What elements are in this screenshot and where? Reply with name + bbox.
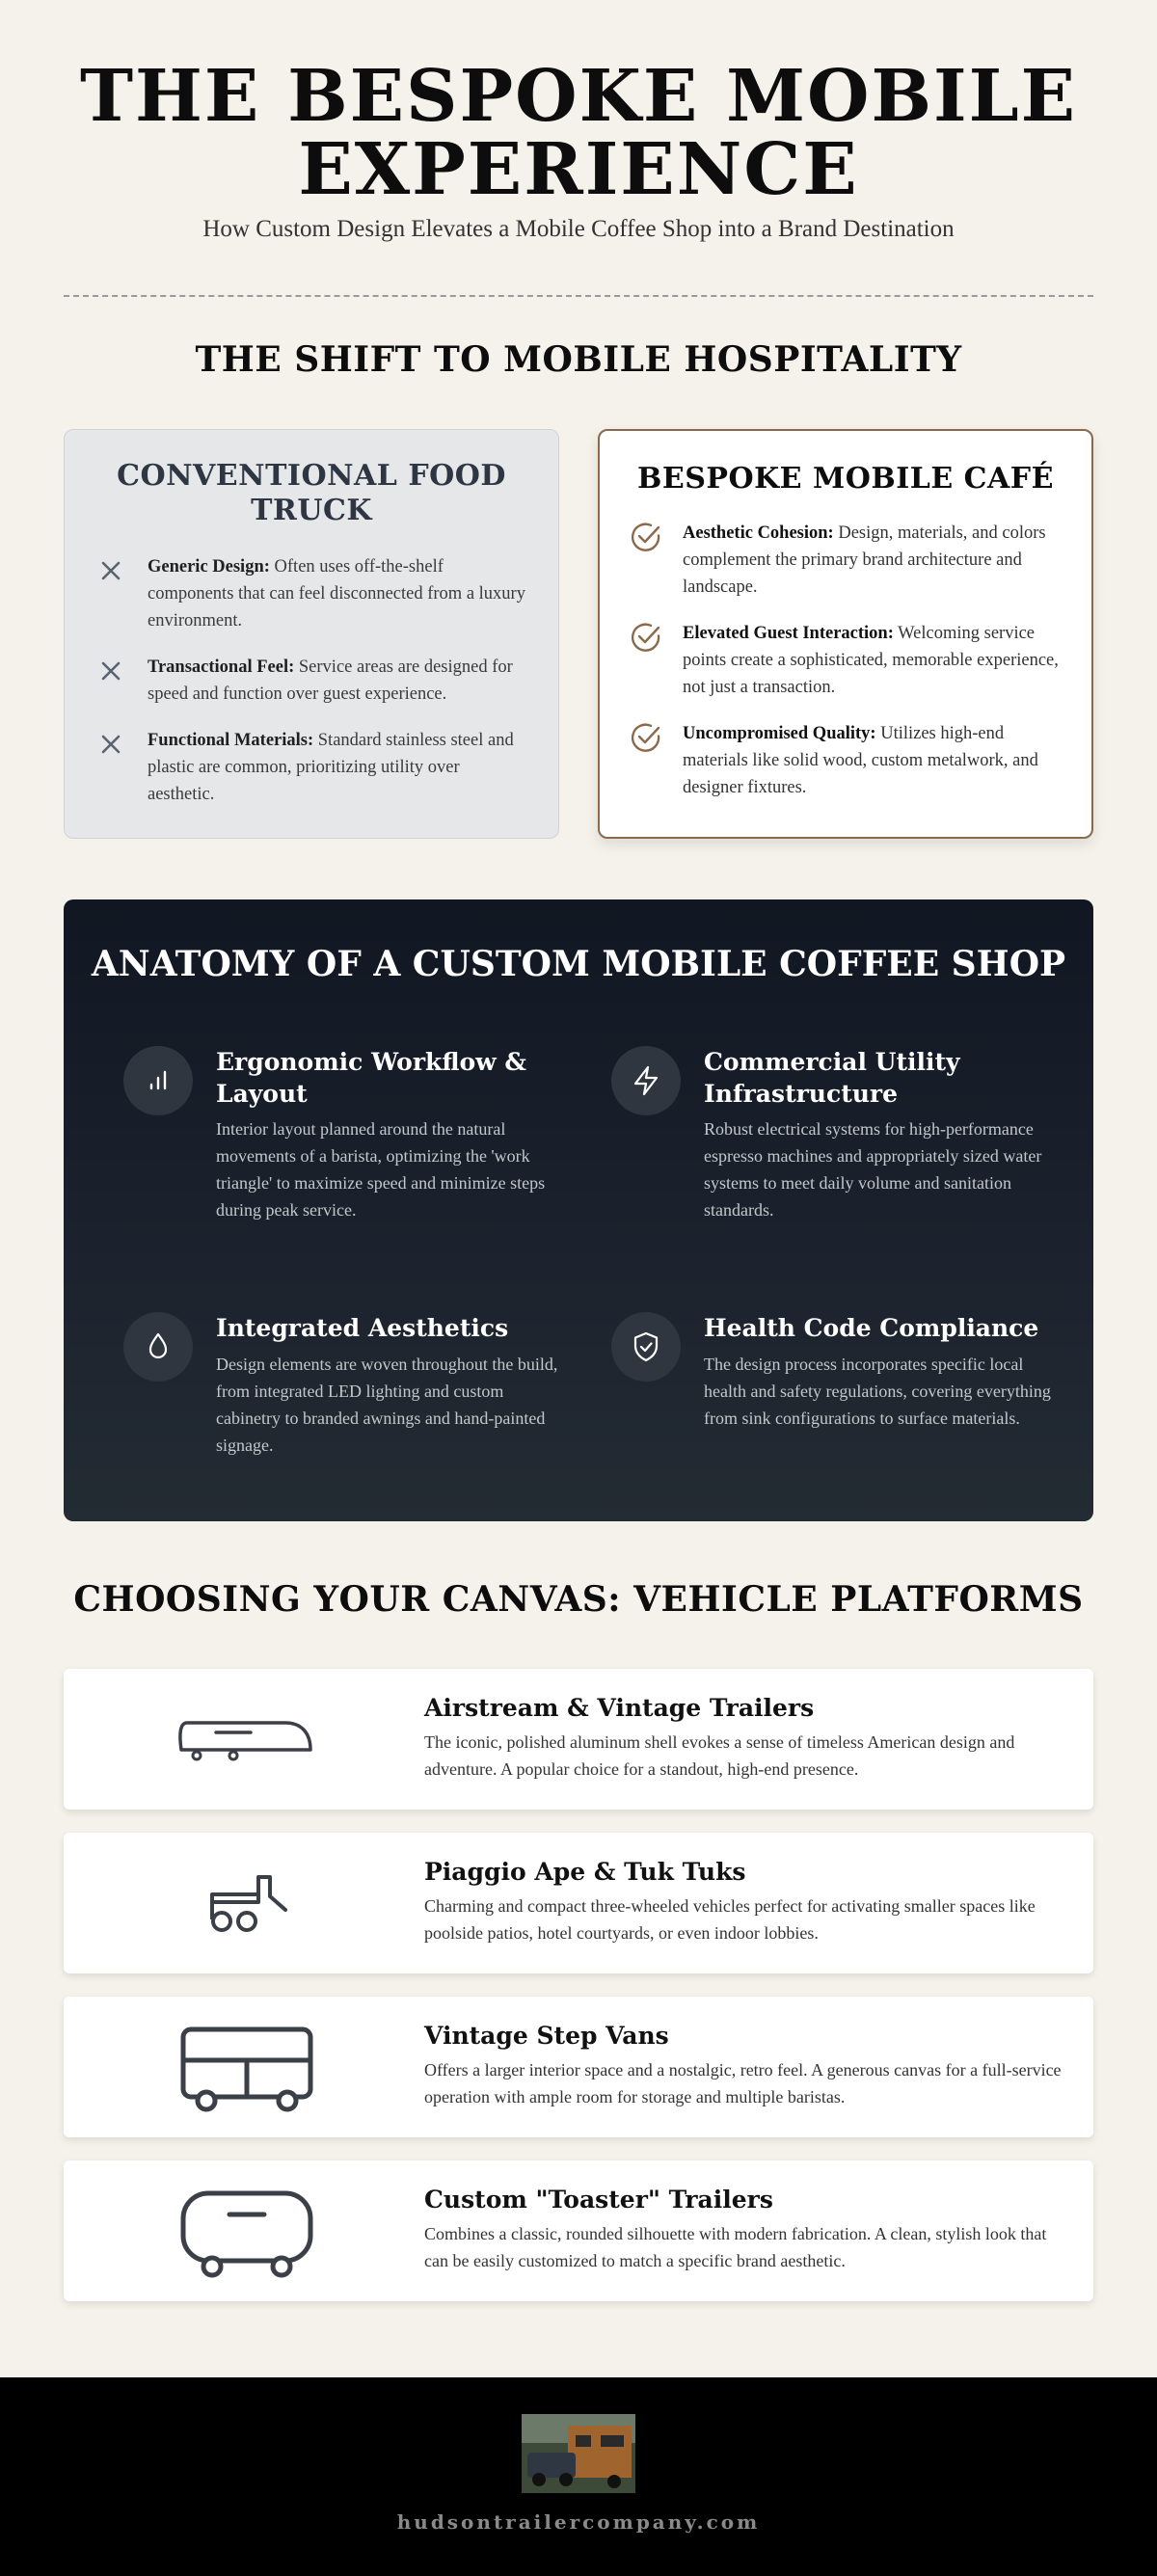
list-item <box>629 620 1063 701</box>
vehicle-name: Airstream & Vintage Trailers <box>424 1694 815 1722</box>
item-text: Design, materials, and colors complement the primary brand architecture and landscape. <box>683 523 1046 597</box>
dashed-divider <box>64 295 1093 297</box>
item-text: Utilizes high-end materials like solid wood, custom metalwork, and designer fixtures. <box>683 724 1038 797</box>
step-van-icon <box>141 2016 353 2118</box>
vehicle-description: Combines a classic, rounded silhouette with modern fabrication. A clean, stylish look that can be easily customized to match a specific brand aesthetic. <box>424 2224 1047 2270</box>
vehicle-card-tuk-tuk <box>64 1833 1093 1973</box>
x-mark-icon <box>94 553 128 588</box>
title-line-2: EXPERIENCE <box>298 128 859 211</box>
bespoke-mobile-cafe-card <box>598 429 1093 839</box>
list-item <box>94 553 529 634</box>
vehicle-description: Offers a larger interior space and a nostalgic, retro feel. A generous canvas for a full-service operation with ample room for storage and multiple baristas. <box>424 2060 1062 2106</box>
bespoke-items <box>629 520 1063 820</box>
item-label: Generic Design: <box>148 557 270 577</box>
item-label: Aesthetic Cohesion: <box>683 523 834 543</box>
vehicle-name: Custom "Toaster" Trailers <box>424 2186 773 2214</box>
item-label: Elevated Guest Interaction: <box>683 624 894 643</box>
page-title <box>0 55 1157 211</box>
item-text: Often uses off-the-shelf components that can feel disconnected from a luxury environment. <box>148 557 525 631</box>
feature-title: Integrated Aesthetics <box>216 1314 509 1342</box>
vehicle-name: Piaggio Ape & Tuk Tuks <box>424 1858 746 1886</box>
anatomy-panel <box>64 899 1093 1521</box>
check-circle-icon <box>629 520 663 554</box>
vehicle-description: Charming and compact three-wheeled vehicles perfect for activating smaller spaces like poolside patios, hotel courtyards, or even indoor lobbies. <box>424 1896 1036 1943</box>
conventional-items <box>94 553 529 827</box>
bar-chart-icon <box>123 1046 193 1115</box>
list-item <box>629 720 1063 801</box>
check-circle-icon <box>629 620 663 655</box>
vehicle-card-step-van <box>64 1997 1093 2137</box>
list-item <box>629 520 1063 601</box>
check-circle-icon <box>629 720 663 755</box>
vehicle-card-toaster-trailer <box>64 2160 1093 2301</box>
feature-description: Interior layout planned around the natural movements of a barista, optimizing the 'work triangle' to maximize speed and minimize steps during peak service. <box>216 1119 546 1220</box>
x-mark-icon <box>94 654 128 688</box>
footer-trailer-photo <box>522 2414 635 2493</box>
list-item <box>94 654 529 708</box>
platforms-section-title: CHOOSING YOUR CANVAS: VEHICLE PLATFORMS <box>73 1579 1084 1620</box>
tuk-tuk-icon <box>141 1852 353 1954</box>
item-text: Standard stainless steel and plastic are common, prioritizing utility over aesthetic. <box>148 731 514 804</box>
vehicle-card-airstream <box>64 1669 1093 1810</box>
feature-description: The design process incorporates specific local health and safety regulations, covering everything from sink configurations to surface materials. <box>704 1355 1051 1428</box>
feature-description: Robust electrical systems for high-performance espresso machines and appropriately sized water systems to meet daily volume and sanitation standards. <box>704 1119 1042 1220</box>
title-line-1: THE BESPOKE MOBILE <box>79 55 1078 138</box>
feature-title: Ergonomic Workflow & Layout <box>216 1048 526 1108</box>
droplet-icon <box>123 1312 193 1382</box>
bespoke-card-title: BESPOKE MOBILE CAFÉ <box>637 462 1054 496</box>
footer-website-url[interactable]: hudsontrailercompany.com <box>396 2510 761 2534</box>
toaster-trailer-icon <box>141 2180 353 2282</box>
page-subtitle: How Custom Design Elevates a Mobile Coffee Shop into a Brand Destination <box>202 216 955 242</box>
feature-title: Health Code Compliance <box>704 1314 1039 1342</box>
feature-description: Design elements are woven throughout the build, from integrated LED lighting and custom cabinetry to branded awnings and hand-painted signage. <box>216 1355 558 1455</box>
conventional-card-title: CONVENTIONAL FOOD TRUCK <box>117 459 506 527</box>
item-text: Welcoming service points create a sophisticated, memorable experience, not just a transaction. <box>683 624 1059 697</box>
item-label: Functional Materials: <box>148 731 314 750</box>
item-text: Service areas are designed for speed and function over guest experience. <box>148 657 513 704</box>
airstream-trailer-icon <box>141 1688 353 1790</box>
footer <box>0 2377 1157 2576</box>
shift-section-title: THE SHIFT TO MOBILE HOSPITALITY <box>195 339 962 380</box>
conventional-food-truck-card <box>64 429 559 839</box>
anatomy-title: ANATOMY OF A CUSTOM MOBILE COFFEE SHOP <box>91 944 1066 984</box>
feature-title: Commercial Utility Infrastructure <box>704 1048 960 1108</box>
vehicle-description: The iconic, polished aluminum shell evokes a sense of timeless American design and adventure. A popular choice for a standout, high-end presence. <box>424 1732 1015 1779</box>
list-item <box>94 727 529 808</box>
item-label: Transactional Feel: <box>148 657 295 677</box>
x-mark-icon <box>94 727 128 762</box>
item-label: Uncompromised Quality: <box>683 724 876 743</box>
vehicle-name: Vintage Step Vans <box>424 2022 669 2050</box>
shield-check-icon <box>611 1312 681 1382</box>
lightning-bolt-icon <box>611 1046 681 1115</box>
